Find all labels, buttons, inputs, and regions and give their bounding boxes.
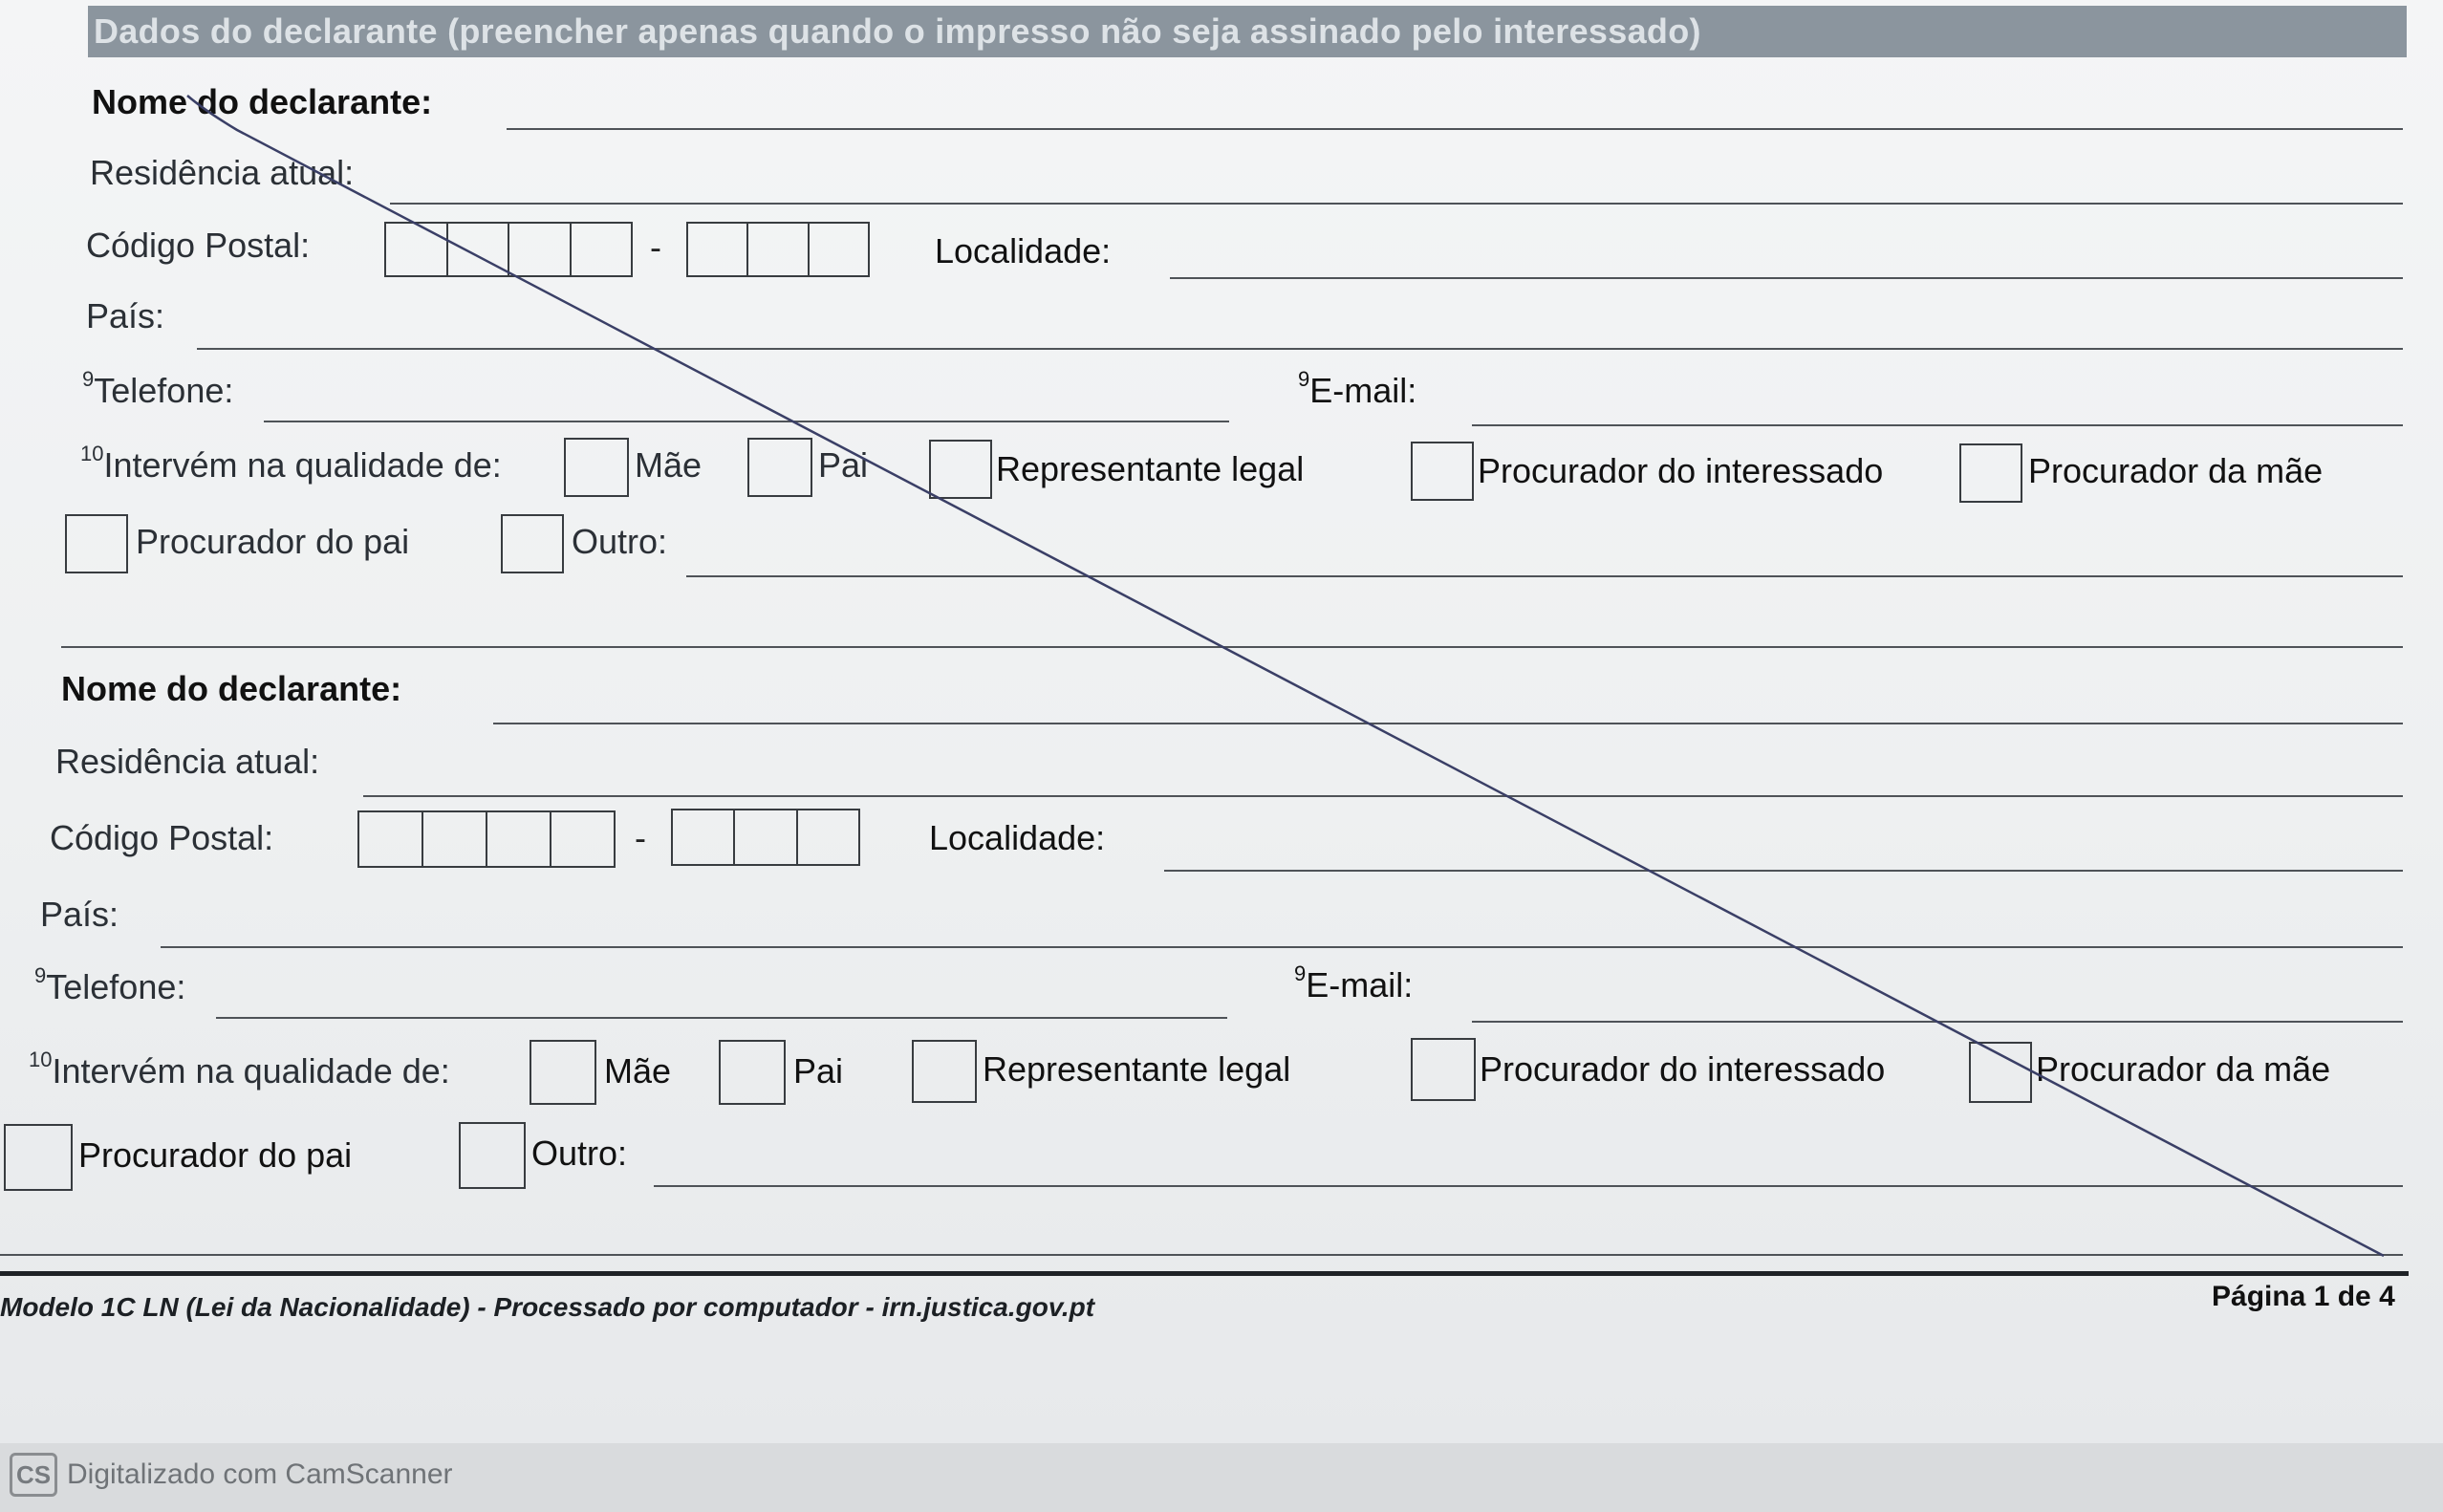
declarant-2-option-mae: Mãe bbox=[604, 1051, 672, 1091]
declarant-2-option-procurador-pai: Procurador do pai bbox=[78, 1135, 353, 1175]
declarant-1-option-procurador-interessado: Procurador do interessado bbox=[1478, 451, 1884, 490]
section-banner-title: Dados do declarante (preencher apenas quando o impresso não seja assinado pelo interessado) bbox=[94, 11, 1701, 51]
declarant-1-locality-label: Localidade: bbox=[935, 231, 1112, 270]
declarant-1-postal-code-dash: - bbox=[650, 227, 661, 267]
declarant-1-option-pai: Pai bbox=[818, 445, 869, 485]
footer-model-text: Modelo 1C LN (Lei da Nacionalidade) - Processado por computador - irn.justica.gov.pt bbox=[0, 1292, 1095, 1322]
declarant-2-checkbox-pai[interactable] bbox=[719, 1040, 786, 1105]
declarant-2-option-pai: Pai bbox=[793, 1051, 844, 1091]
declarant-1-capacity-label: $^{10}$Intervém na qualidade de: bbox=[80, 442, 502, 485]
declarant-2-postal-code-dash: - bbox=[635, 818, 646, 857]
declarant-2-option-procurador-mae: Procurador da mãe bbox=[2036, 1049, 2331, 1089]
declarant-1-country-label: País: bbox=[86, 296, 165, 335]
declarant-2-email-label: $^9$E-mail: bbox=[1294, 961, 1414, 1004]
camscanner-watermark bbox=[10, 1453, 453, 1497]
declarant-2-checkbox-mae[interactable] bbox=[530, 1040, 596, 1105]
declarant-1-extra-line[interactable] bbox=[61, 646, 2403, 648]
declarant-1-residence-field[interactable] bbox=[390, 203, 2403, 205]
declarant-1-postal-code-digits[interactable] bbox=[384, 222, 633, 277]
declarant-1-country-field[interactable] bbox=[197, 348, 2403, 350]
declarant-2-extra-line[interactable] bbox=[0, 1254, 2403, 1256]
declarant-2-locality-label: Localidade: bbox=[929, 818, 1106, 857]
declarant-1-checkbox-outro[interactable] bbox=[501, 514, 564, 573]
declarant-1-checkbox-pai[interactable] bbox=[747, 438, 812, 497]
declarant-2-phone-label: $^9$Telefone: bbox=[34, 963, 186, 1006]
declarant-1-other-field[interactable] bbox=[686, 575, 2403, 577]
declarant-1-option-procurador-pai: Procurador do pai bbox=[136, 522, 410, 561]
declarant-2-postal-code-digits[interactable] bbox=[357, 810, 616, 868]
declarant-2-checkbox-outro[interactable] bbox=[459, 1122, 526, 1189]
declarant-2-checkbox-procurador-interessado[interactable] bbox=[1411, 1038, 1476, 1101]
declarant-1-postal-code-label: Código Postal: bbox=[86, 226, 311, 265]
declarant-2-locality-field[interactable] bbox=[1164, 870, 2403, 872]
declarant-1-email-field[interactable] bbox=[1472, 424, 2403, 426]
declarant-2-country-field[interactable] bbox=[161, 946, 2403, 948]
camscanner-logo-icon: CS bbox=[10, 1453, 57, 1497]
declarant-1-checkbox-representante[interactable] bbox=[929, 440, 992, 499]
declarant-2-residence-field[interactable] bbox=[363, 795, 2403, 797]
declarant-2-checkbox-procurador-mae[interactable] bbox=[1969, 1042, 2032, 1103]
declarant-1-checkbox-procurador-mae[interactable] bbox=[1959, 443, 2022, 503]
declarant-1-checkbox-procurador-pai[interactable] bbox=[65, 514, 128, 573]
declarant-2-other-field[interactable] bbox=[654, 1185, 2403, 1187]
declarant-1-name-field[interactable] bbox=[507, 128, 2403, 130]
declarant-2-residence-label: Residência atual: bbox=[55, 742, 320, 781]
declarant-2-name-field[interactable] bbox=[493, 723, 2403, 724]
declarant-1-name-label: Nome do declarante: bbox=[92, 82, 433, 121]
declarant-2-phone-field[interactable] bbox=[216, 1017, 1227, 1019]
declarant-1-email-label: $^9$E-mail: bbox=[1298, 367, 1417, 410]
declarant-1-phone-label: $^9$Telefone: bbox=[82, 367, 234, 410]
declarant-2-name-label: Nome do declarante: bbox=[61, 669, 402, 708]
declarant-1-residence-label: Residência atual: bbox=[90, 153, 355, 192]
declarant-2-email-field[interactable] bbox=[1472, 1021, 2403, 1023]
declarant-1-option-representante: Representante legal bbox=[996, 449, 1305, 488]
declarant-2-option-outro: Outro: bbox=[531, 1134, 628, 1173]
declarant-1-option-outro: Outro: bbox=[572, 522, 668, 561]
footer-divider bbox=[0, 1271, 2409, 1276]
declarant-2-postal-code-suffix[interactable] bbox=[671, 809, 860, 866]
declarant-2-capacity-label: $^{10}$Intervém na qualidade de: bbox=[29, 1048, 450, 1091]
declarant-2-checkbox-procurador-pai[interactable] bbox=[4, 1124, 73, 1191]
declarant-1-checkbox-mae[interactable] bbox=[564, 438, 629, 497]
declarant-1-option-procurador-mae: Procurador da mãe bbox=[2028, 451, 2324, 490]
declarant-1-postal-code-suffix[interactable] bbox=[686, 222, 870, 277]
declarant-1-option-mae: Mãe bbox=[635, 445, 703, 485]
footer-page-number: Página 1 de 4 bbox=[2212, 1281, 2395, 1312]
declarant-2-option-procurador-interessado: Procurador do interessado bbox=[1480, 1049, 1886, 1089]
declarant-2-postal-code-label: Código Postal: bbox=[50, 818, 274, 857]
declarant-1-checkbox-procurador-interessado[interactable] bbox=[1411, 442, 1474, 501]
declarant-2-country-label: País: bbox=[40, 895, 119, 934]
declarant-1-locality-field[interactable] bbox=[1170, 277, 2403, 279]
camscanner-watermark-text: Digitalizado com CamScanner bbox=[67, 1458, 453, 1490]
declarant-2-option-representante: Representante legal bbox=[983, 1049, 1291, 1089]
declarant-2-checkbox-representante[interactable] bbox=[912, 1040, 977, 1103]
declarant-1-phone-field[interactable] bbox=[264, 421, 1229, 422]
section-banner bbox=[88, 6, 2407, 57]
